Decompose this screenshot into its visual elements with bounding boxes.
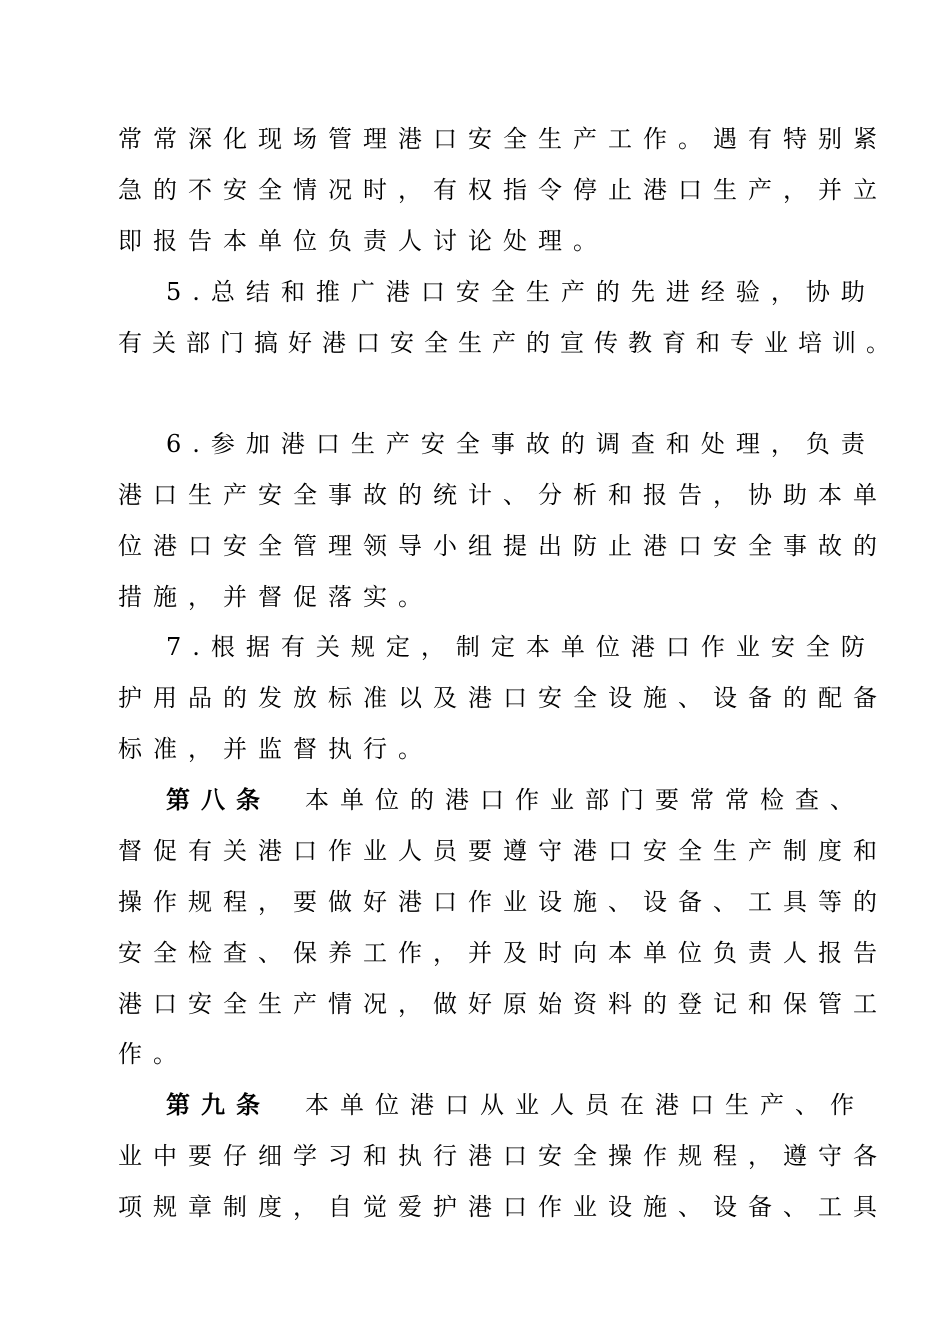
article-9-line <box>166 1090 865 1120</box>
text-line: 业中要仔细学习和执行港口安全操作规程，遵守各 <box>118 1142 888 1170</box>
text-line: 项规章制度，自觉爱护港口作业设施、设备、工具 <box>118 1193 888 1221</box>
list-item-7: 7.根据有关规定，制定本单位港口作业安全防 <box>166 633 876 661</box>
text-line: 作。 <box>118 1040 188 1068</box>
text-line: 常常深化现场管理港口安全生产工作。遇有特别紧 <box>118 125 888 153</box>
list-item-5: 5.总结和推广港口安全生产的先进经验，协助 <box>166 278 876 306</box>
text-line: 即报告本单位负责人讨论处理。 <box>118 227 608 255</box>
article-8-heading: 第八条 <box>166 785 271 814</box>
text-line: 督促有关港口作业人员要遵守港口安全生产制度和 <box>118 837 888 865</box>
text-line: 港口安全生产情况，做好原始资料的登记和保管工 <box>118 990 888 1018</box>
article-9-text: 本单位港口从业人员在港口生产、作 <box>305 1091 865 1119</box>
text-line: 标准，并监督执行。 <box>118 735 433 763</box>
text-line: 有关部门搞好港口安全生产的宣传教育和专业培训。 <box>118 329 900 357</box>
article-8-text: 本单位的港口作业部门要常常检查、 <box>305 786 865 814</box>
text-line: 安全检查、保养工作，并及时向本单位负责人报告 <box>118 939 888 967</box>
article-9-heading: 第九条 <box>166 1090 271 1119</box>
text-line: 护用品的发放标准以及港口安全设施、设备的配备 <box>118 684 888 712</box>
text-line: 措施，并督促落实。 <box>118 583 433 611</box>
text-line: 港口生产安全事故的统计、分析和报告，协助本单 <box>118 481 888 509</box>
text-line: 位港口安全管理领导小组提出防止港口安全事故的 <box>118 532 888 560</box>
article-8-line <box>166 785 865 815</box>
list-item-6: 6.参加港口生产安全事故的调查和处理，负责 <box>166 430 876 458</box>
text-line: 急的不安全情况时，有权指令停止港口生产，并立 <box>118 176 888 204</box>
text-line: 操作规程，要做好港口作业设施、设备、工具等的 <box>118 888 888 916</box>
